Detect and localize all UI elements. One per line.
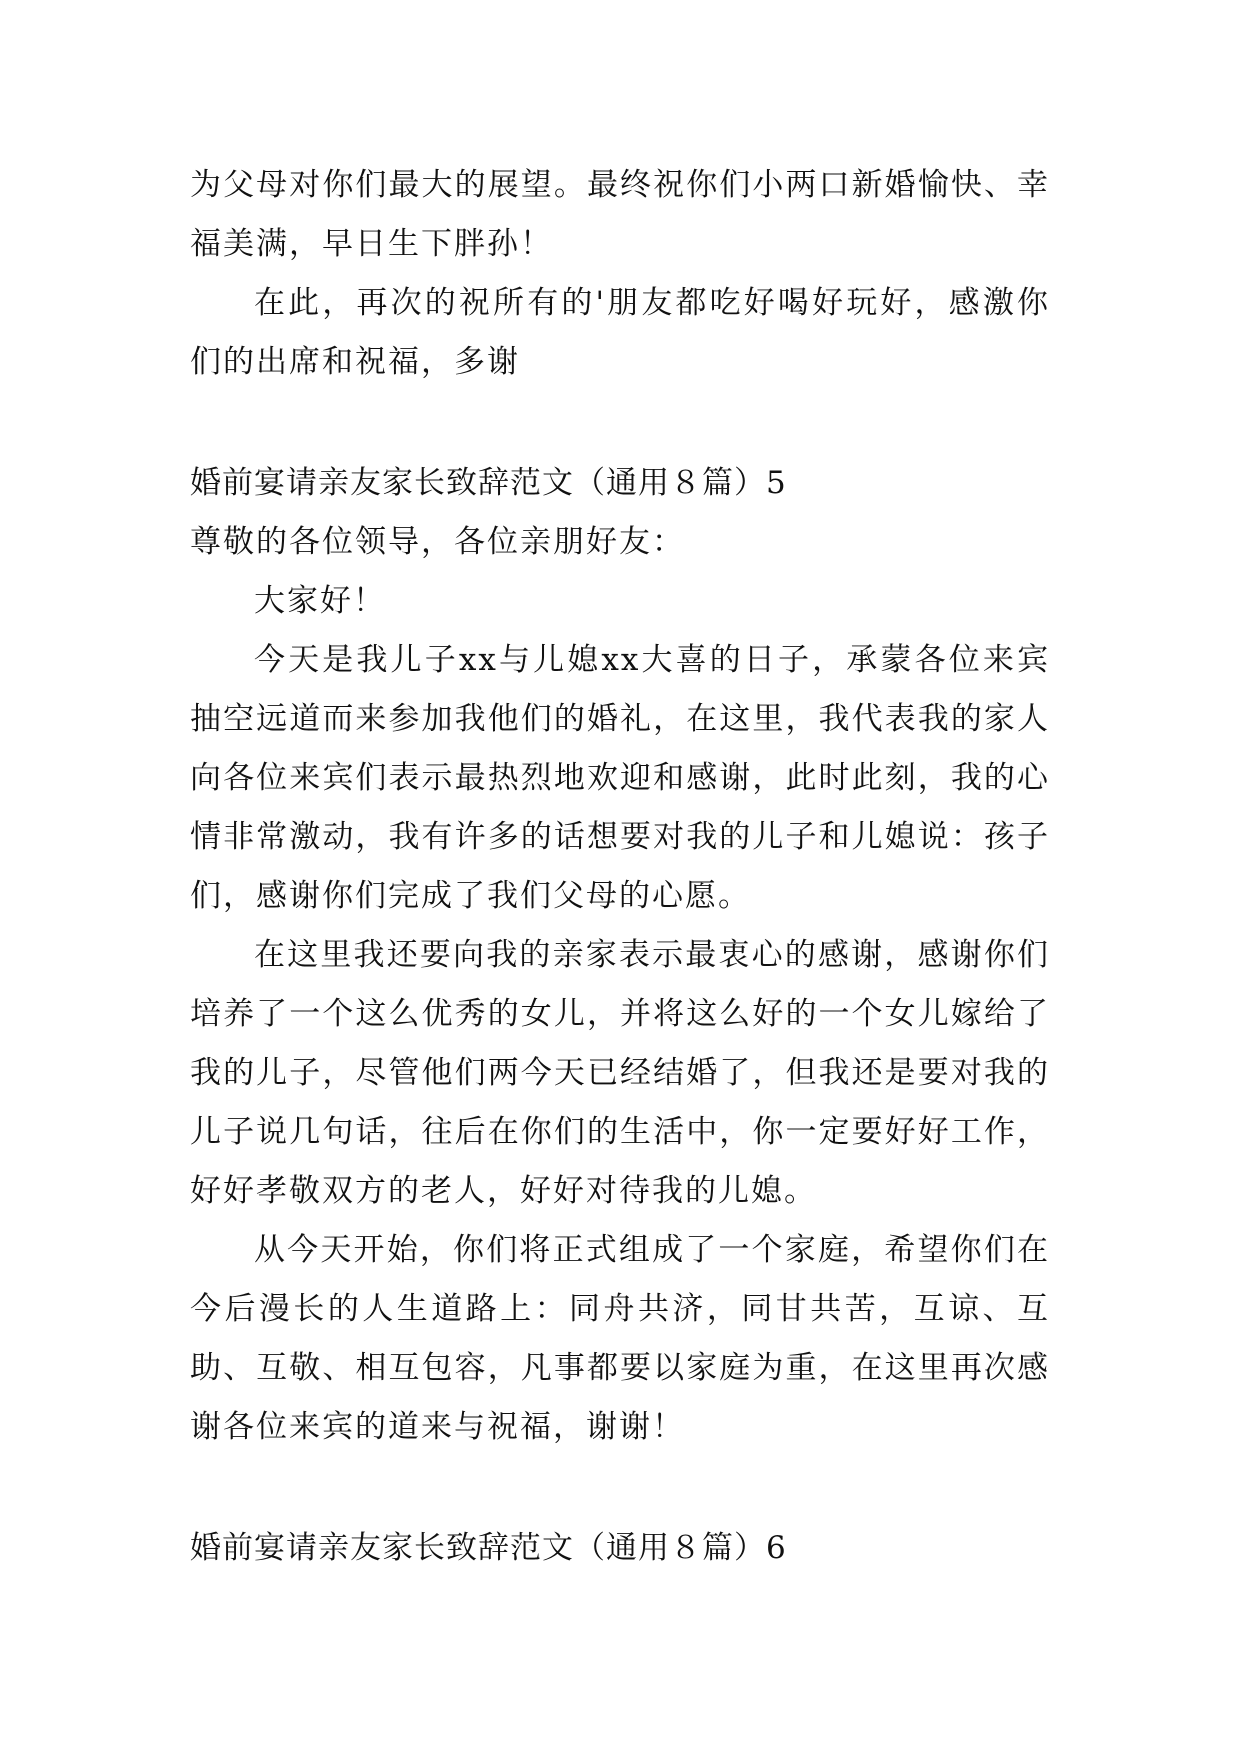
- section-spacer: [190, 392, 1050, 454]
- speech-paragraph-2: 在这里我还要向我的亲家表示最衷心的感谢，感谢你们培养了一个这么优秀的女儿，并将这么好的一个女儿嫁给了我的儿子，尽管他们两今天已经结婚了，但我还是要对我的儿子说几句话，往后在你们的生活中，你一定要好好工作，好好孝敬双方的老人，好好对待我的儿媳。: [190, 937, 1050, 1209]
- closing-paragraph: 在此，再次的祝所有的'朋友都吃好喝好玩好，感激你们的出席和祝福，多谢: [190, 285, 1050, 380]
- greeting: 大家好！: [254, 583, 386, 619]
- document-body: [190, 156, 1050, 1578]
- speech-paragraph-1: 今天是我儿子xx与儿媳xx大喜的日子，承蒙各位来宾抽空远道而来参加我他们的婚礼，在这里，我代表我的家人向各位来宾们表示最热烈地欢迎和感谢，此时此刻，我的心情非常激动，我有许多的话想要对我的儿子和儿媳说：孩子们，感谢你们完成了我们父母的心愿。: [190, 642, 1050, 914]
- continuation-paragraph: 为父母对你们最大的展望。最终祝你们小两口新婚愉快、幸福美满，早日生下胖孙！: [190, 167, 1050, 262]
- speech-paragraph-3: 从今天开始，你们将正式组成了一个家庭，希望你们在今后漫长的人生道路上：同舟共济，同甘共苦，互谅、互助、互敬、相互包容，凡事都要以家庭为重，在这里再次感谢各位来宾的道来与祝福，谢谢！: [190, 1232, 1050, 1445]
- section-6-heading: 婚前宴请亲友家长致辞范文（通用８篇）6: [190, 1530, 787, 1566]
- salutation: 尊敬的各位领导，各位亲朋好友：: [190, 524, 685, 560]
- section-spacer: [190, 1457, 1050, 1519]
- section-5-heading: 婚前宴请亲友家长致辞范文（通用８篇）5: [190, 465, 787, 501]
